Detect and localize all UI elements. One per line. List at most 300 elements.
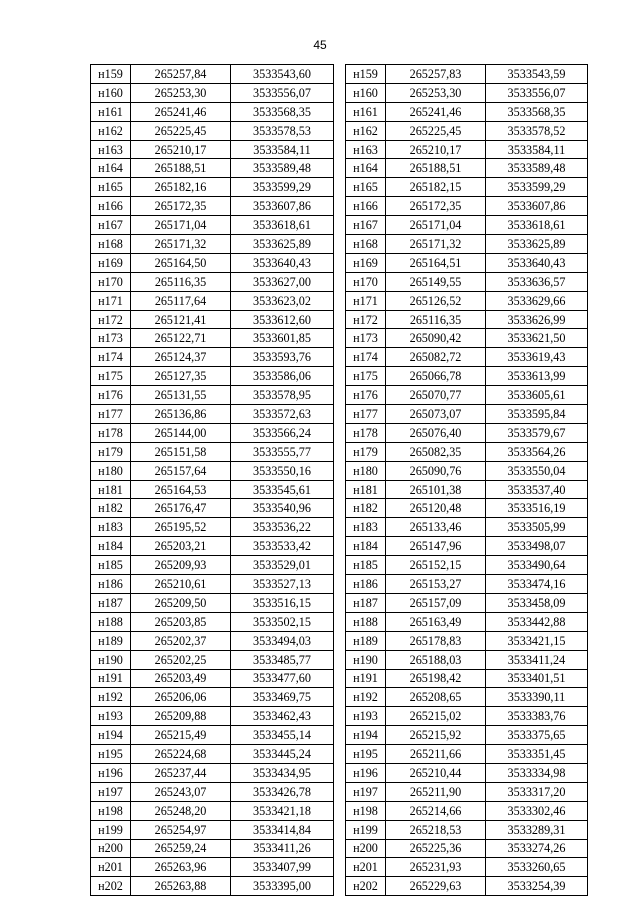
point-id-cell: н189 xyxy=(346,631,386,650)
y-coordinate-cell: 3533618,61 xyxy=(486,216,588,235)
point-id-cell: н167 xyxy=(91,216,131,235)
table-row xyxy=(91,405,334,424)
table-row xyxy=(346,801,588,820)
x-coordinate-cell: 265225,36 xyxy=(386,839,486,858)
point-id-cell: н171 xyxy=(346,291,386,310)
table-row xyxy=(91,197,334,216)
x-coordinate-cell: 265257,83 xyxy=(386,65,486,84)
table-row xyxy=(91,537,334,556)
point-id-cell: н196 xyxy=(91,763,131,782)
table-row xyxy=(346,140,588,159)
table-row xyxy=(346,782,588,801)
x-coordinate-cell: 265225,45 xyxy=(131,121,231,140)
y-coordinate-cell: 3533625,89 xyxy=(486,235,588,254)
x-coordinate-cell: 265211,90 xyxy=(386,782,486,801)
point-id-cell: н169 xyxy=(91,253,131,272)
table-row xyxy=(91,65,334,84)
table-row xyxy=(91,669,334,688)
table-row xyxy=(346,178,588,197)
table-row xyxy=(346,405,588,424)
point-id-cell: н164 xyxy=(91,159,131,178)
table-row xyxy=(91,178,334,197)
table-row xyxy=(91,499,334,518)
x-coordinate-cell: 265224,68 xyxy=(131,745,231,764)
point-id-cell: н178 xyxy=(346,423,386,442)
y-coordinate-cell: 3533274,26 xyxy=(486,839,588,858)
point-id-cell: н173 xyxy=(91,329,131,348)
table-row xyxy=(91,877,334,896)
table-row xyxy=(346,839,588,858)
table-row xyxy=(91,593,334,612)
y-coordinate-cell: 3533623,02 xyxy=(231,291,334,310)
point-id-cell: н188 xyxy=(91,612,131,631)
point-id-cell: н183 xyxy=(91,518,131,537)
y-coordinate-cell: 3533498,07 xyxy=(486,537,588,556)
x-coordinate-cell: 265171,04 xyxy=(131,216,231,235)
point-id-cell: н181 xyxy=(346,480,386,499)
y-coordinate-cell: 3533426,78 xyxy=(231,782,334,801)
y-coordinate-cell: 3533543,60 xyxy=(231,65,334,84)
point-id-cell: н177 xyxy=(91,405,131,424)
point-id-cell: н200 xyxy=(346,839,386,858)
y-coordinate-cell: 3533564,26 xyxy=(486,442,588,461)
table-row xyxy=(346,65,588,84)
table-row xyxy=(346,631,588,650)
table-row xyxy=(346,423,588,442)
point-id-cell: н190 xyxy=(346,650,386,669)
y-coordinate-cell: 3533516,15 xyxy=(231,593,334,612)
y-coordinate-cell: 3533640,43 xyxy=(231,253,334,272)
point-id-cell: н189 xyxy=(91,631,131,650)
point-id-cell: н190 xyxy=(91,650,131,669)
y-coordinate-cell: 3533543,59 xyxy=(486,65,588,84)
table-row xyxy=(346,518,588,537)
table-row xyxy=(91,367,334,386)
point-id-cell: н161 xyxy=(91,102,131,121)
x-coordinate-cell: 265198,42 xyxy=(386,669,486,688)
point-id-cell: н187 xyxy=(91,593,131,612)
x-coordinate-cell: 265218,53 xyxy=(386,820,486,839)
table-row xyxy=(91,386,334,405)
point-id-cell: н173 xyxy=(346,329,386,348)
x-coordinate-cell: 265229,63 xyxy=(386,877,486,896)
page-number: 45 xyxy=(313,38,327,52)
y-coordinate-cell: 3533626,99 xyxy=(486,310,588,329)
x-coordinate-cell: 265117,64 xyxy=(131,291,231,310)
x-coordinate-cell: 265121,41 xyxy=(131,310,231,329)
y-coordinate-cell: 3533584,11 xyxy=(231,140,334,159)
x-coordinate-cell: 265241,46 xyxy=(386,102,486,121)
table-row xyxy=(346,159,588,178)
y-coordinate-cell: 3533640,43 xyxy=(486,253,588,272)
point-id-cell: н174 xyxy=(91,348,131,367)
x-coordinate-cell: 265259,24 xyxy=(131,839,231,858)
point-id-cell: н170 xyxy=(346,272,386,291)
x-coordinate-cell: 265215,02 xyxy=(386,707,486,726)
table-row xyxy=(91,556,334,575)
y-coordinate-cell: 3533605,61 xyxy=(486,386,588,405)
table-row xyxy=(91,329,334,348)
x-coordinate-cell: 265243,07 xyxy=(131,782,231,801)
table-row xyxy=(346,669,588,688)
x-coordinate-cell: 265152,15 xyxy=(386,556,486,575)
point-id-cell: н202 xyxy=(91,877,131,896)
point-id-cell: н165 xyxy=(346,178,386,197)
y-coordinate-cell: 3533540,96 xyxy=(231,499,334,518)
y-coordinate-cell: 3533254,39 xyxy=(486,877,588,896)
x-coordinate-cell: 265122,71 xyxy=(131,329,231,348)
table-row xyxy=(91,858,334,877)
table-row xyxy=(91,272,334,291)
x-coordinate-cell: 265202,25 xyxy=(131,650,231,669)
y-coordinate-cell: 3533458,09 xyxy=(486,593,588,612)
x-coordinate-cell: 265127,35 xyxy=(131,367,231,386)
point-id-cell: н159 xyxy=(91,65,131,84)
x-coordinate-cell: 265120,48 xyxy=(386,499,486,518)
point-id-cell: н197 xyxy=(346,782,386,801)
table-row xyxy=(346,537,588,556)
y-coordinate-cell: 3533612,60 xyxy=(231,310,334,329)
x-coordinate-cell: 265157,64 xyxy=(131,461,231,480)
point-id-cell: н176 xyxy=(346,386,386,405)
x-coordinate-cell: 265176,47 xyxy=(131,499,231,518)
point-id-cell: н188 xyxy=(346,612,386,631)
point-id-cell: н171 xyxy=(91,291,131,310)
table-row xyxy=(346,216,588,235)
x-coordinate-cell: 265070,77 xyxy=(386,386,486,405)
y-coordinate-cell: 3533601,85 xyxy=(231,329,334,348)
point-id-cell: н185 xyxy=(91,556,131,575)
x-coordinate-cell: 265210,61 xyxy=(131,575,231,594)
point-id-cell: н163 xyxy=(346,140,386,159)
y-coordinate-cell: 3533613,99 xyxy=(486,367,588,386)
point-id-cell: н182 xyxy=(91,499,131,518)
table-row xyxy=(91,801,334,820)
x-coordinate-cell: 265073,07 xyxy=(386,405,486,424)
x-coordinate-cell: 265211,66 xyxy=(386,745,486,764)
y-coordinate-cell: 3533421,15 xyxy=(486,631,588,650)
point-id-cell: н179 xyxy=(346,442,386,461)
point-id-cell: н169 xyxy=(346,253,386,272)
y-coordinate-cell: 3533390,11 xyxy=(486,688,588,707)
x-coordinate-cell: 265157,09 xyxy=(386,593,486,612)
table-row xyxy=(91,763,334,782)
y-coordinate-cell: 3533625,89 xyxy=(231,235,334,254)
x-coordinate-cell: 265209,93 xyxy=(131,556,231,575)
x-coordinate-cell: 265082,72 xyxy=(386,348,486,367)
point-id-cell: н194 xyxy=(91,726,131,745)
y-coordinate-cell: 3533550,16 xyxy=(231,461,334,480)
y-coordinate-cell: 3533289,31 xyxy=(486,820,588,839)
x-coordinate-cell: 265210,17 xyxy=(386,140,486,159)
x-coordinate-cell: 265188,51 xyxy=(386,159,486,178)
y-coordinate-cell: 3533533,42 xyxy=(231,537,334,556)
x-coordinate-cell: 265257,84 xyxy=(131,65,231,84)
x-coordinate-cell: 265248,20 xyxy=(131,801,231,820)
table-row xyxy=(91,575,334,594)
point-id-cell: н161 xyxy=(346,102,386,121)
point-id-cell: н185 xyxy=(346,556,386,575)
x-coordinate-cell: 265151,58 xyxy=(131,442,231,461)
table-row xyxy=(346,556,588,575)
table-row xyxy=(346,102,588,121)
point-id-cell: н167 xyxy=(346,216,386,235)
point-id-cell: н160 xyxy=(91,83,131,102)
point-id-cell: н177 xyxy=(346,405,386,424)
point-id-cell: н195 xyxy=(346,745,386,764)
y-coordinate-cell: 3533579,67 xyxy=(486,423,588,442)
x-coordinate-cell: 265253,30 xyxy=(386,83,486,102)
table-row xyxy=(91,442,334,461)
x-coordinate-cell: 265254,97 xyxy=(131,820,231,839)
y-coordinate-cell: 3533619,43 xyxy=(486,348,588,367)
table-row xyxy=(91,480,334,499)
x-coordinate-cell: 265147,96 xyxy=(386,537,486,556)
y-coordinate-cell: 3533599,29 xyxy=(486,178,588,197)
table-row xyxy=(91,83,334,102)
point-id-cell: н198 xyxy=(91,801,131,820)
point-id-cell: н163 xyxy=(91,140,131,159)
y-coordinate-cell: 3533536,22 xyxy=(231,518,334,537)
x-coordinate-cell: 265210,17 xyxy=(131,140,231,159)
x-coordinate-cell: 265203,85 xyxy=(131,612,231,631)
point-id-cell: н180 xyxy=(346,461,386,480)
y-coordinate-cell: 3533395,00 xyxy=(231,877,334,896)
point-id-cell: н164 xyxy=(346,159,386,178)
table-row xyxy=(91,782,334,801)
point-id-cell: н175 xyxy=(346,367,386,386)
x-coordinate-cell: 265066,78 xyxy=(386,367,486,386)
point-id-cell: н198 xyxy=(346,801,386,820)
y-coordinate-cell: 3533589,48 xyxy=(486,159,588,178)
table-row xyxy=(346,707,588,726)
y-coordinate-cell: 3533455,14 xyxy=(231,726,334,745)
table-row xyxy=(346,763,588,782)
point-id-cell: н201 xyxy=(91,858,131,877)
table-row xyxy=(91,726,334,745)
x-coordinate-cell: 265171,04 xyxy=(386,216,486,235)
y-coordinate-cell: 3533578,53 xyxy=(231,121,334,140)
x-coordinate-cell: 265215,49 xyxy=(131,726,231,745)
point-id-cell: н166 xyxy=(346,197,386,216)
y-coordinate-cell: 3533555,77 xyxy=(231,442,334,461)
y-coordinate-cell: 3533618,61 xyxy=(231,216,334,235)
x-coordinate-cell: 265116,35 xyxy=(386,310,486,329)
x-coordinate-cell: 265171,32 xyxy=(131,235,231,254)
table-row xyxy=(346,121,588,140)
point-id-cell: н193 xyxy=(346,707,386,726)
x-coordinate-cell: 265171,32 xyxy=(386,235,486,254)
x-coordinate-cell: 265090,76 xyxy=(386,461,486,480)
point-id-cell: н199 xyxy=(346,820,386,839)
y-coordinate-cell: 3533490,64 xyxy=(486,556,588,575)
point-id-cell: н168 xyxy=(91,235,131,254)
y-coordinate-cell: 3533568,35 xyxy=(486,102,588,121)
point-id-cell: н181 xyxy=(91,480,131,499)
y-coordinate-cell: 3533607,86 xyxy=(486,197,588,216)
x-coordinate-cell: 265263,96 xyxy=(131,858,231,877)
y-coordinate-cell: 3533485,77 xyxy=(231,650,334,669)
x-coordinate-cell: 265149,55 xyxy=(386,272,486,291)
point-id-cell: н201 xyxy=(346,858,386,877)
table-row xyxy=(91,159,334,178)
table-row xyxy=(346,310,588,329)
table-row xyxy=(91,688,334,707)
point-id-cell: н191 xyxy=(91,669,131,688)
point-id-cell: н178 xyxy=(91,423,131,442)
x-coordinate-cell: 265215,92 xyxy=(386,726,486,745)
table-row xyxy=(91,235,334,254)
point-id-cell: н195 xyxy=(91,745,131,764)
x-coordinate-cell: 265188,51 xyxy=(131,159,231,178)
left-coordinates-table xyxy=(90,64,334,896)
table-row xyxy=(91,650,334,669)
y-coordinate-cell: 3533434,95 xyxy=(231,763,334,782)
x-coordinate-cell: 265124,37 xyxy=(131,348,231,367)
point-id-cell: н194 xyxy=(346,726,386,745)
y-coordinate-cell: 3533599,29 xyxy=(231,178,334,197)
point-id-cell: н192 xyxy=(346,688,386,707)
y-coordinate-cell: 3533607,86 xyxy=(231,197,334,216)
x-coordinate-cell: 265263,88 xyxy=(131,877,231,896)
point-id-cell: н166 xyxy=(91,197,131,216)
y-coordinate-cell: 3533556,07 xyxy=(231,83,334,102)
table-row xyxy=(346,480,588,499)
point-id-cell: н180 xyxy=(91,461,131,480)
table-row xyxy=(346,386,588,405)
table-row xyxy=(346,253,588,272)
y-coordinate-cell: 3533629,66 xyxy=(486,291,588,310)
y-coordinate-cell: 3533421,18 xyxy=(231,801,334,820)
y-coordinate-cell: 3533527,13 xyxy=(231,575,334,594)
x-coordinate-cell: 265209,50 xyxy=(131,593,231,612)
x-coordinate-cell: 265163,49 xyxy=(386,612,486,631)
point-id-cell: н186 xyxy=(91,575,131,594)
table-row xyxy=(91,348,334,367)
x-coordinate-cell: 265144,00 xyxy=(131,423,231,442)
y-coordinate-cell: 3533505,99 xyxy=(486,518,588,537)
table-row xyxy=(346,442,588,461)
x-coordinate-cell: 265182,16 xyxy=(131,178,231,197)
x-coordinate-cell: 265231,93 xyxy=(386,858,486,877)
point-id-cell: н186 xyxy=(346,575,386,594)
x-coordinate-cell: 265206,06 xyxy=(131,688,231,707)
y-coordinate-cell: 3533636,57 xyxy=(486,272,588,291)
table-row xyxy=(91,612,334,631)
y-coordinate-cell: 3533584,11 xyxy=(486,140,588,159)
table-row xyxy=(346,688,588,707)
point-id-cell: н184 xyxy=(346,537,386,556)
x-coordinate-cell: 265208,65 xyxy=(386,688,486,707)
y-coordinate-cell: 3533529,01 xyxy=(231,556,334,575)
y-coordinate-cell: 3533375,65 xyxy=(486,726,588,745)
point-id-cell: н172 xyxy=(346,310,386,329)
y-coordinate-cell: 3533502,15 xyxy=(231,612,334,631)
table-row xyxy=(346,291,588,310)
y-coordinate-cell: 3533462,43 xyxy=(231,707,334,726)
table-row xyxy=(346,197,588,216)
y-coordinate-cell: 3533411,26 xyxy=(231,839,334,858)
y-coordinate-cell: 3533414,84 xyxy=(231,820,334,839)
point-id-cell: н192 xyxy=(91,688,131,707)
y-coordinate-cell: 3533445,24 xyxy=(231,745,334,764)
table-row xyxy=(346,593,588,612)
right-coordinates-table xyxy=(345,64,588,896)
y-coordinate-cell: 3533589,48 xyxy=(231,159,334,178)
point-id-cell: н176 xyxy=(91,386,131,405)
y-coordinate-cell: 3533477,60 xyxy=(231,669,334,688)
y-coordinate-cell: 3533627,00 xyxy=(231,272,334,291)
table-row xyxy=(346,272,588,291)
table-row xyxy=(346,726,588,745)
point-id-cell: н172 xyxy=(91,310,131,329)
point-id-cell: н202 xyxy=(346,877,386,896)
x-coordinate-cell: 265203,49 xyxy=(131,669,231,688)
table-row xyxy=(346,858,588,877)
x-coordinate-cell: 265178,83 xyxy=(386,631,486,650)
y-coordinate-cell: 3533383,76 xyxy=(486,707,588,726)
y-coordinate-cell: 3533566,24 xyxy=(231,423,334,442)
table-row xyxy=(346,461,588,480)
y-coordinate-cell: 3533586,06 xyxy=(231,367,334,386)
point-id-cell: н193 xyxy=(91,707,131,726)
table-row xyxy=(346,745,588,764)
y-coordinate-cell: 3533260,65 xyxy=(486,858,588,877)
x-coordinate-cell: 265253,30 xyxy=(131,83,231,102)
x-coordinate-cell: 265188,03 xyxy=(386,650,486,669)
table-row xyxy=(91,121,334,140)
table-row xyxy=(91,140,334,159)
point-id-cell: н191 xyxy=(346,669,386,688)
table-row xyxy=(91,631,334,650)
table-row xyxy=(346,877,588,896)
y-coordinate-cell: 3533474,16 xyxy=(486,575,588,594)
table-row xyxy=(91,461,334,480)
x-coordinate-cell: 265172,35 xyxy=(386,197,486,216)
point-id-cell: н162 xyxy=(91,121,131,140)
y-coordinate-cell: 3533302,46 xyxy=(486,801,588,820)
table-row xyxy=(91,423,334,442)
table-row xyxy=(346,367,588,386)
table-row xyxy=(91,745,334,764)
x-coordinate-cell: 265153,27 xyxy=(386,575,486,594)
y-coordinate-cell: 3533595,84 xyxy=(486,405,588,424)
table-row xyxy=(91,216,334,235)
point-id-cell: н187 xyxy=(346,593,386,612)
x-coordinate-cell: 265209,88 xyxy=(131,707,231,726)
y-coordinate-cell: 3533550,04 xyxy=(486,461,588,480)
x-coordinate-cell: 265214,66 xyxy=(386,801,486,820)
table-row xyxy=(346,650,588,669)
point-id-cell: н165 xyxy=(91,178,131,197)
y-coordinate-cell: 3533578,52 xyxy=(486,121,588,140)
x-coordinate-cell: 265195,52 xyxy=(131,518,231,537)
point-id-cell: н175 xyxy=(91,367,131,386)
table-row xyxy=(91,310,334,329)
point-id-cell: н197 xyxy=(91,782,131,801)
y-coordinate-cell: 3533411,24 xyxy=(486,650,588,669)
table-row xyxy=(346,499,588,518)
x-coordinate-cell: 265126,52 xyxy=(386,291,486,310)
point-id-cell: н168 xyxy=(346,235,386,254)
point-id-cell: н199 xyxy=(91,820,131,839)
x-coordinate-cell: 265241,46 xyxy=(131,102,231,121)
x-coordinate-cell: 265133,46 xyxy=(386,518,486,537)
table-row xyxy=(346,820,588,839)
table-row xyxy=(346,329,588,348)
point-id-cell: н162 xyxy=(346,121,386,140)
y-coordinate-cell: 3533442,88 xyxy=(486,612,588,631)
